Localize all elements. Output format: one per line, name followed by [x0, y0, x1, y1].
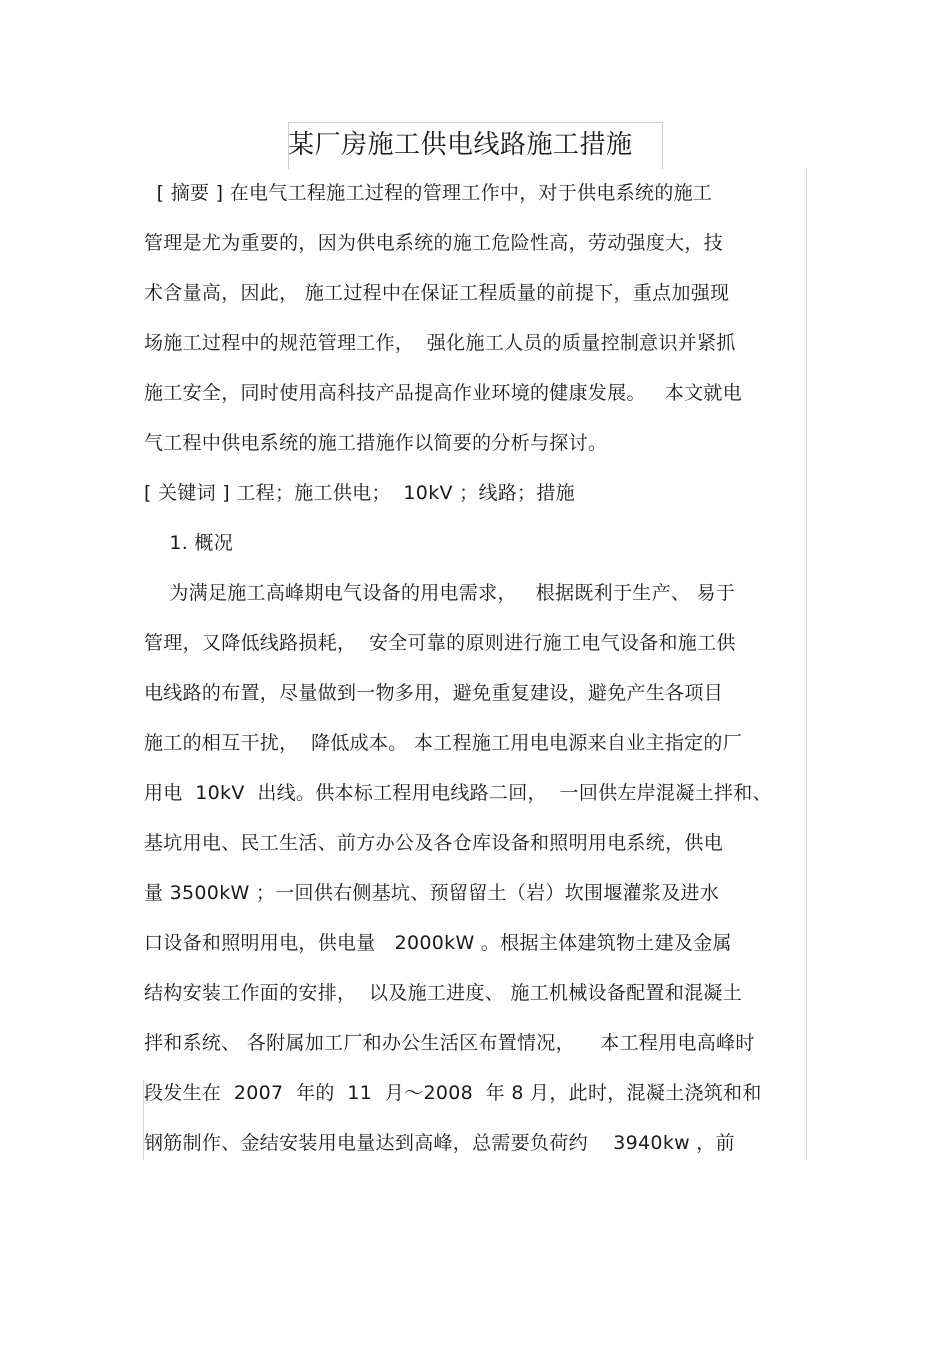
text-line: 基坑用电、民工生活、前方办公及各仓库设备和照明用电系统，供电 [144, 832, 724, 854]
text-line: 量 3500kW ；一回供右侧基坑、预留留土（岩）坎围堰灌浆及进水 [144, 882, 720, 904]
text-line: [ 摘要 ] 在电气工程施工过程的管理工作中，对于供电系统的施工 [144, 182, 713, 204]
text-line: 结构安装工作面的安排， 以及施工进度、 施工机械设备配置和混凝土 [144, 982, 743, 1004]
text-line: 钢筋制作、金结安装用电量达到高峰，总需要负荷约 3940kw ，前 [144, 1132, 735, 1154]
text-line: 段发生在 2007 年的 11 月～2008 年 8 月，此时，混凝土浇筑和和 [144, 1082, 762, 1104]
text-line: 电线路的布置，尽量做到一物多用，避免重复建设，避免产生各项目 [144, 682, 724, 704]
text-line: 术含量高，因此， 施工过程中在保证工程质量的前提下，重点加强现 [144, 282, 730, 304]
text-line: 管理，又降低线路损耗， 安全可靠的原则进行施工电气设备和施工供 [144, 632, 736, 654]
page-title: 某厂房施工供电线路施工措施 [288, 130, 633, 160]
text-line: 为满足施工高峰期电气设备的用电需求， 根据既利于生产、 易于 [144, 582, 736, 604]
text-line: 管理是尤为重要的，因为供电系统的施工危险性高，劳动强度大，技 [144, 232, 724, 254]
text-line: 拌和系统、 各附属加工厂和办公生活区布置情况， 本工程用电高峰时 [144, 1032, 755, 1054]
text-line: 用电 10kV 出线。供本标工程用电线路二回， 一回供左岸混凝土拌和、 [144, 782, 772, 804]
text-line: 施工安全，同时使用高科技产品提高作业环境的健康发展。 本文就电 [144, 382, 743, 404]
text-line: 场施工过程中的规范管理工作， 强化施工人员的质量控制意识并紧抓 [144, 332, 736, 354]
text-line: 施工的相互干扰， 降低成本。 本工程施工用电电源来自业主指定的厂 [144, 732, 743, 754]
section-heading: 1. 概况 [144, 532, 234, 554]
text-frame-right [806, 168, 807, 1160]
text-line: 气工程中供电系统的施工措施作以简要的分析与探讨。 [144, 432, 608, 454]
keywords-line: [ 关键词 ] 工程；施工供电； 10kV ；线路；措施 [144, 482, 575, 504]
text-line: 口设备和照明用电，供电量 2000kW 。根据主体建筑物土建及金属 [144, 932, 732, 954]
